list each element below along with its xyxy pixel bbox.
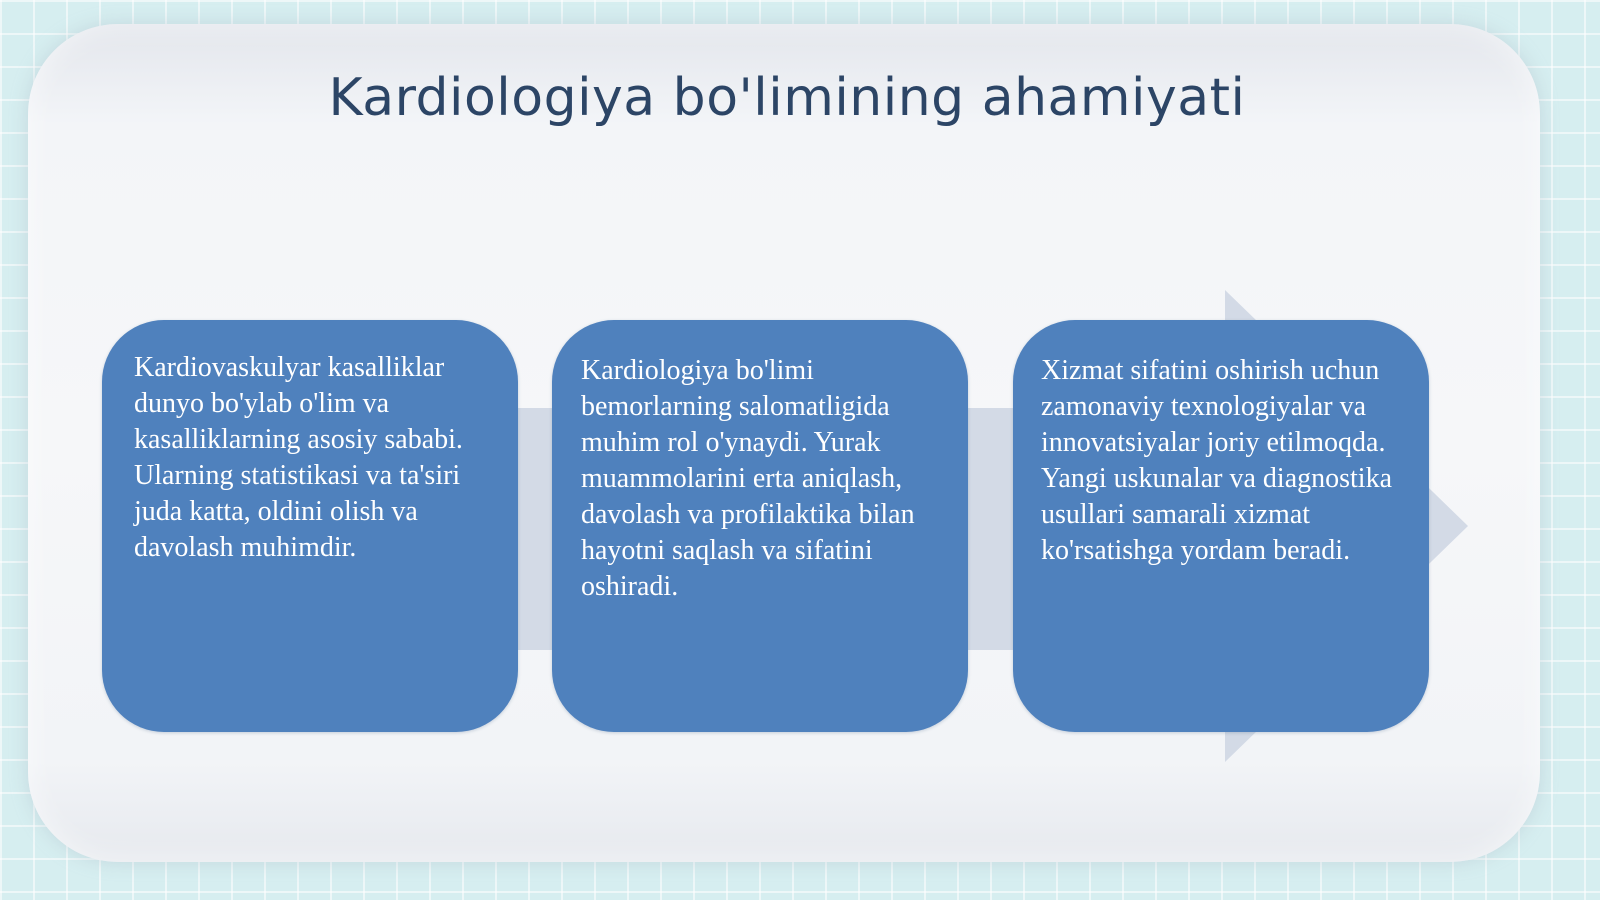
info-card-statistics — [102, 320, 518, 732]
card-text: Xizmat sifatini oshirish uchun zamonaviy texnologiyalar va innovatsiyalar joriy etilmoqda. Yangi uskunalar va diagnostika usullari samarali xizmat ko'rsatishga yordam beradi. — [1041, 355, 1392, 566]
card-text: Kardiologiya bo'limi bemorlarning salomatligida muhim rol o'ynaydi. Yurak muammolarini erta aniqlash, davolash va profilaktika bilan hayotni saqlash va sifatini oshiradi. — [581, 355, 915, 602]
slide-title: Kardiologiya bo'limining ahamiyati — [328, 68, 1246, 128]
card-text: Kardiovaskulyar kasalliklar dunyo bo'ylab o'lim va kasalliklarning asosiy sababi. Ularning statistikasi va ta'siri juda katta, oldini olish va davolash muhimdir. — [134, 352, 463, 563]
info-card-role — [552, 320, 968, 732]
info-card-innovation — [1013, 320, 1429, 732]
